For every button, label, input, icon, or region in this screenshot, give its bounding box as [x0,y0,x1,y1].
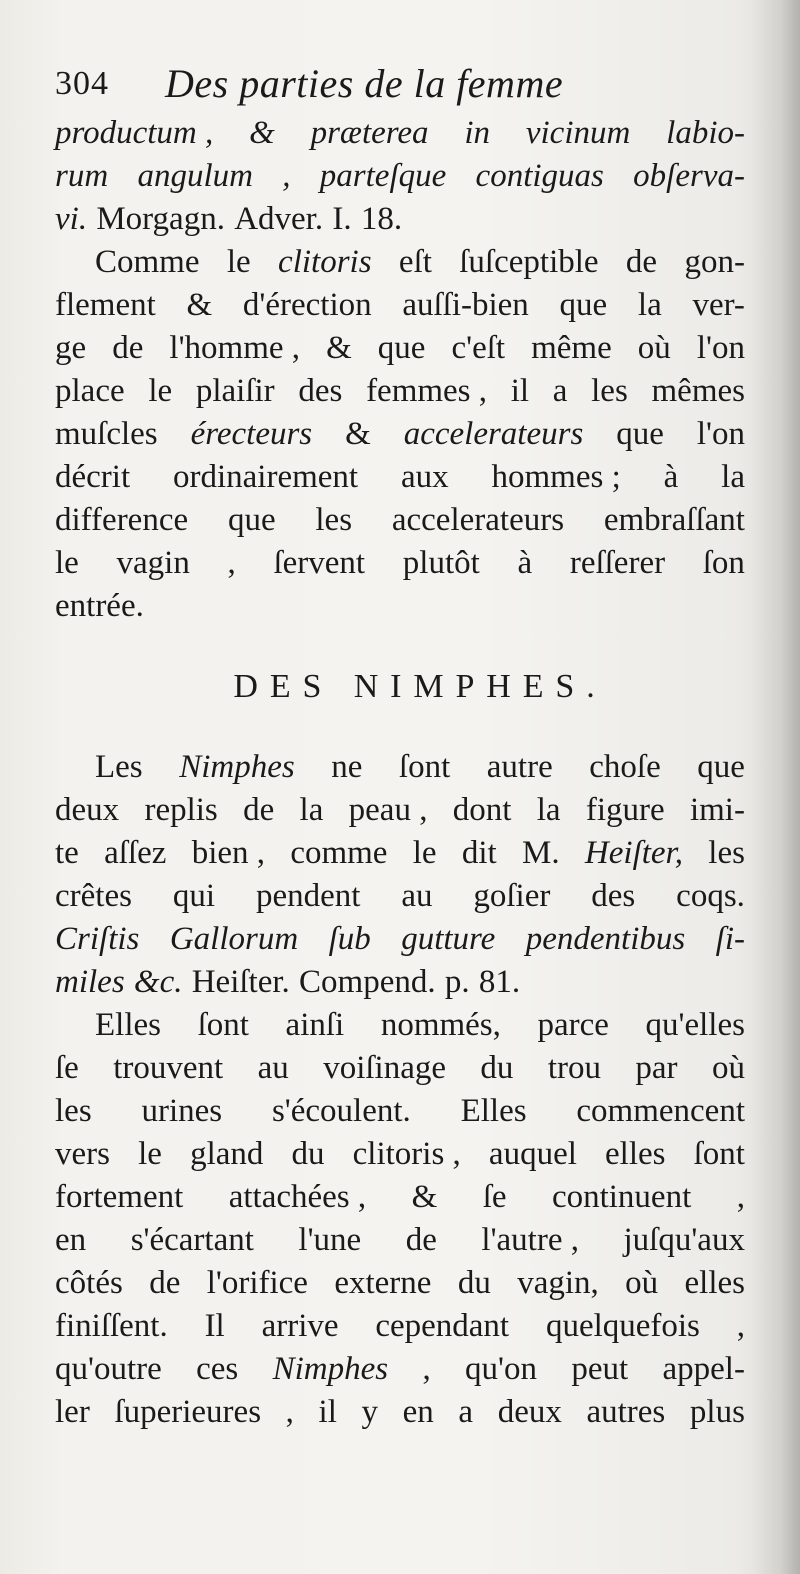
word: l'autre , [481,1222,579,1258]
word: gland [190,1136,264,1172]
word: ainſi [285,1007,345,1043]
word: Criſtis [55,921,140,957]
word: femmes , [366,373,488,409]
word: qu'elles [645,1007,745,1043]
text-line [55,1348,745,1391]
word: les [55,1093,92,1129]
word: elles [605,1136,666,1172]
text-line [55,918,745,961]
word: même [531,330,612,366]
text-line [55,456,745,499]
word: la [637,287,662,323]
word: l'orifice [206,1265,308,1301]
word: reſſerer [569,545,666,581]
page-edge-shadow [752,0,800,1574]
word: Elles [95,1007,161,1043]
word: a [552,373,568,409]
word: replis [144,792,218,828]
word: flement [55,287,156,323]
word: Adver. [234,201,324,237]
word: I. [332,201,352,237]
word: Nimphes [272,1351,389,1387]
word: plaiſir [195,373,275,409]
word: plus [689,1394,745,1430]
text-line [55,542,745,585]
text-line [55,370,745,413]
word: gutture [401,921,496,957]
word: accelerateurs [391,502,565,538]
word: Il [204,1308,225,1344]
word: Compend. [299,964,436,1000]
text-line [55,1305,745,1348]
text-line [55,832,745,875]
word: qu'on [465,1351,537,1387]
word: externe [334,1265,432,1301]
word: du [480,1050,514,1086]
word: place [55,373,125,409]
running-head: Des parties de la femme [165,61,564,106]
word: parce [537,1007,609,1043]
text-line [55,1004,745,1047]
text-line [55,1133,745,1176]
word: clitoris [278,244,372,280]
word: ver- [692,287,745,323]
word: & [186,287,213,323]
word: d'érection [242,287,372,323]
word: 18. [360,201,403,237]
word: comme [290,835,388,871]
word: auſſi-bien [402,287,529,323]
word: des [591,878,636,914]
word: cependant [375,1308,510,1344]
word: de [243,792,275,828]
word: angulum [137,158,253,194]
word: appel- [662,1351,745,1387]
word: figure [585,792,665,828]
paragraph [55,1004,745,1434]
word: la [536,792,561,828]
text-line [55,1391,745,1434]
word: eſt [398,244,432,280]
word: , [285,1394,294,1430]
text-line [55,198,745,241]
word: la [721,459,745,495]
word: ſe [55,1050,79,1086]
word: pendentibus [525,921,686,957]
word: auquel [488,1136,577,1172]
word: autre [486,749,553,785]
word: en [55,1222,87,1258]
text-line [55,746,745,789]
word: ſub [328,921,371,957]
page-text [55,62,745,1434]
word: de [149,1265,181,1301]
word: l'on [696,330,745,366]
word: commencent [576,1093,745,1129]
word: p. [444,964,470,1000]
word: productum , [55,115,214,151]
word: la [299,792,324,828]
word: autres [586,1394,666,1430]
word: ſuperieures [114,1394,262,1430]
word: præterea [310,115,429,151]
word: à [517,545,533,581]
text-line [55,961,745,1004]
word: goſier [473,878,551,914]
word: le [55,545,79,581]
word: trouvent [113,1050,224,1086]
word: deux [497,1394,562,1430]
page-header [55,62,745,112]
word: accelerateurs [403,416,584,452]
word: ge [55,330,87,366]
word: peut [571,1351,629,1387]
word: ſon [702,545,745,581]
word: vers [55,1136,110,1172]
word: bien , [191,835,266,871]
word: des [298,373,343,409]
word: choſe [589,749,661,785]
word: urines [141,1093,223,1129]
text-line [55,875,745,918]
word: vicinum [525,115,631,151]
text-line [55,1262,745,1305]
word: & [411,1179,438,1215]
word: attachées , [228,1179,367,1215]
text-line [55,1090,745,1133]
word: fortement [55,1179,184,1215]
word: ſont [693,1136,745,1172]
word: que [616,416,664,452]
word: , [282,158,291,194]
word: parteſque [319,158,447,194]
word: arrive [261,1308,339,1344]
word: muſcles [55,416,158,452]
word: le [148,373,173,409]
word: coqs. [676,878,745,914]
paragraph [55,241,745,628]
word: entrée. [55,588,144,624]
word: dit [461,835,497,871]
word: , [227,545,236,581]
word: les [591,373,628,409]
word: vi. [55,201,88,237]
word: c'eſt [451,330,506,366]
text-line [55,284,745,327]
text-line [55,155,745,198]
paragraph-latin-quote [55,112,745,241]
word: du [457,1265,491,1301]
word: labio- [666,115,745,151]
word: , [736,1308,745,1344]
word: te [55,835,79,871]
word: Heiſter. [191,964,290,1000]
word: gon- [684,244,745,280]
word: qu'outre [55,1351,162,1387]
word: côtés [55,1265,123,1301]
word: ſi- [715,921,745,957]
word: s'écoulent. [271,1093,411,1129]
word: de [625,244,658,280]
word: que [227,502,276,538]
word: où [625,1265,659,1301]
word: peau , [348,792,428,828]
text-line [55,789,745,832]
word: finiſſent. [55,1308,168,1344]
word: à [663,459,679,495]
word: & [345,416,371,452]
word: que [377,330,426,366]
word: que [697,749,745,785]
word: clitoris , [352,1136,461,1172]
text-line [55,327,745,370]
word: vagin [116,545,190,581]
word: , [736,1179,745,1215]
word: hommes ; [491,459,621,495]
word: le [412,835,437,871]
word: du [291,1136,325,1172]
word: imi- [689,792,745,828]
word: &c. [133,964,183,1000]
word: où [711,1050,745,1086]
word: Gallorum [169,921,299,957]
word: deux [55,792,120,828]
text-line [55,112,745,155]
word: plutôt [402,545,480,581]
word: décrit [55,459,131,495]
word: rum [55,158,109,194]
word: voiſinage [323,1050,446,1086]
word: juſqu'aux [623,1222,745,1258]
word: au [401,878,433,914]
text-line [55,499,745,542]
word: par [635,1050,678,1086]
word: vagin, [517,1265,599,1301]
word: l'on [696,416,745,452]
word: dont [452,792,512,828]
word: obſerva- [633,158,745,194]
word: ordinairement [173,459,359,495]
word: quelquefois [545,1308,700,1344]
word: ſont [197,1007,249,1043]
word: aſſez [104,835,167,871]
word: le [226,244,251,280]
section-title: DES NIMPHES. [233,668,607,705]
word: en [402,1394,434,1430]
word: où [637,330,671,366]
text-line [55,1219,745,1262]
word: difference [55,502,189,538]
word: a [458,1394,474,1430]
word: les [708,835,745,871]
word: il [510,373,530,409]
word: l'une [298,1222,362,1258]
word: Morgagn. [96,201,225,237]
word: Nimphes [179,749,295,785]
word: embraſſant [603,502,745,538]
page-number: 304 [55,65,109,102]
word: 81. [478,964,521,1000]
text-line [55,1047,745,1090]
word: M. [522,835,560,871]
word: l'homme , [169,330,301,366]
word: & [249,115,275,151]
word: s'écartant [130,1222,254,1258]
text-line [55,585,745,628]
word: ler [55,1394,90,1430]
word: , [422,1351,431,1387]
word: & [326,330,352,366]
paragraph [55,746,745,1004]
word: il [318,1394,337,1430]
word: continuent [551,1179,692,1215]
word: les [315,502,353,538]
word: aux [400,459,449,495]
word: Heiſter, [584,835,683,871]
word: ſuſceptible [459,244,599,280]
word: qui [172,878,216,914]
word: Comme [95,244,200,280]
word: in [464,115,491,151]
word: crêtes [55,878,132,914]
text-line [55,413,745,456]
word: ſe [482,1179,507,1215]
word: contiguas [475,158,604,194]
word: le [138,1136,162,1172]
word: ſont [398,749,451,785]
word: ſervent [273,545,366,581]
word: miles [55,964,125,1000]
word: de [112,330,144,366]
word: que [559,287,608,323]
word: de [405,1222,437,1258]
word: ne [331,749,363,785]
word: elles [684,1265,745,1301]
word: Elles [460,1093,527,1129]
word: nommés, [380,1007,501,1043]
word: érecteurs [190,416,313,452]
word: Les [95,749,143,785]
word: ces [196,1351,239,1387]
word: pendent [255,878,361,914]
text-line [55,241,745,284]
text-line [55,1176,745,1219]
word: mêmes [651,373,745,409]
word: au [257,1050,289,1086]
word: y [361,1394,379,1430]
word: trou [547,1050,601,1086]
